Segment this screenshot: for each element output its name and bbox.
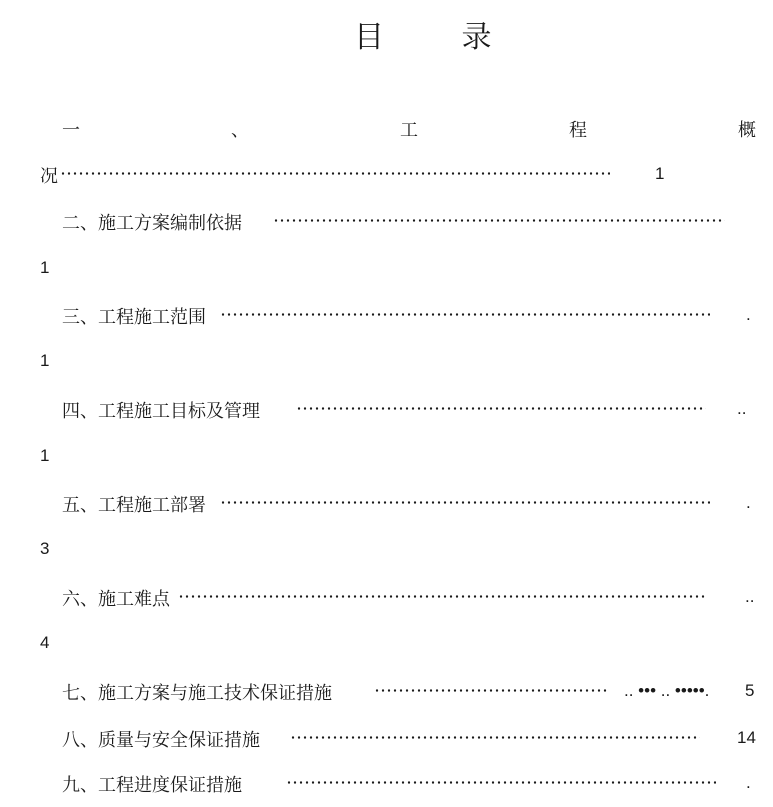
toc-item-4-trail: .. [737,399,747,418]
toc-item-7-leader [374,689,608,692]
toc-item-5-page[interactable]: 3 [40,539,50,558]
toc-item-2-page[interactable]: 1 [40,258,50,277]
toc-item-4-label[interactable]: 四、工程施工目标及管理 [62,401,260,422]
toc-item-5-trail: . [746,493,751,512]
toc-item-6-label[interactable]: 六、施工难点 [62,589,170,610]
toc-item-7-label[interactable]: 七、施工方案与施工技术保证措施 [62,683,332,704]
toc-item-3-leader [220,313,710,316]
toc-item-1-leader [60,172,610,175]
toc-item-7-page[interactable]: 5 [745,681,755,700]
toc-item-6-page[interactable]: 4 [40,633,50,652]
toc-item-1-char: 一 [62,120,80,141]
toc-item-2-label[interactable]: 二、施工方案编制依据 [62,213,242,234]
toc-item-4-leader [296,407,706,410]
toc-item-1-char: 概 [738,120,756,141]
page-title: 目 录 [354,20,526,55]
toc-item-2-leader [273,219,725,222]
toc-item-6-leader [178,595,706,598]
toc-item-5-leader [220,501,710,504]
toc-item-9-label[interactable]: 九、工程进度保证措施 [62,775,242,796]
toc-item-8-page[interactable]: 14 [737,728,756,747]
toc-item-6-trail: .. [745,587,755,606]
toc-item-1-char: 、 [231,120,249,141]
toc-item-3-label[interactable]: 三、工程施工范围 [62,307,206,328]
toc-item-1-char: 程 [569,120,587,141]
toc-item-7-trail: .. ••• .. •••••. [624,681,710,700]
toc-item-1-char: 工 [400,120,418,141]
toc-item-3-page[interactable]: 1 [40,351,50,370]
toc-item-1-heading[interactable] [62,116,756,142]
toc-item-3-trail: . [746,305,751,324]
toc-item-1-page[interactable]: 1 [655,164,665,183]
toc-item-5-label[interactable]: 五、工程施工部署 [62,495,206,516]
toc-item-4-page[interactable]: 1 [40,446,50,465]
toc-item-8-label[interactable]: 八、质量与安全保证措施 [62,730,260,751]
toc-item-9-leader [286,781,716,784]
toc-item-9-trail: . [746,773,751,792]
toc-item-1-continuation: 况 [40,166,58,187]
toc-item-8-leader [290,736,700,739]
